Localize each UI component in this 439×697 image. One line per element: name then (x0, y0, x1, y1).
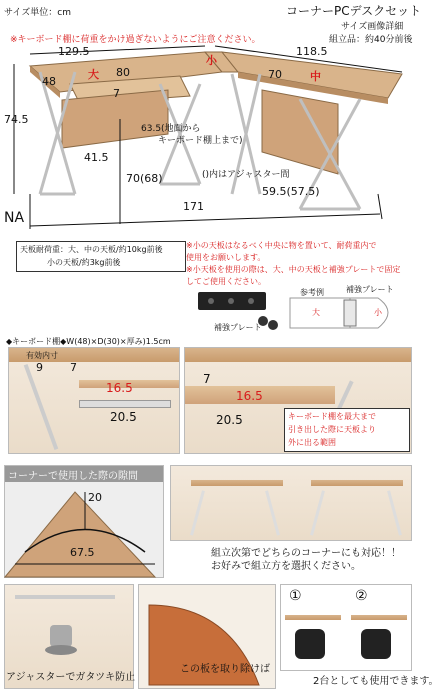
option-1-number: ① (289, 588, 302, 604)
reference-plate-label: 補強プレート (346, 285, 394, 294)
dim-171: 171 (183, 200, 204, 213)
ref-large: 大 (312, 308, 320, 317)
two-desks-caption: 2台としても使用できます。 (313, 676, 439, 687)
assembly-line-1: 組立次第でどちらのコーナーにも対応！！ (211, 548, 401, 559)
dim-70: 70 (268, 68, 282, 81)
dim-80: 80 (116, 66, 130, 79)
dim-59-5: 59.5(57.5) (262, 185, 320, 198)
callout-line-2: 引き出した際に天板より (288, 425, 376, 434)
subtitle-assembly: 組立品：約40分前後 (329, 35, 413, 45)
warning-text: ※キーボード棚に荷重をかけ過ぎないようにご注意ください。 (10, 35, 261, 45)
label-medium: 中 (310, 70, 321, 83)
load-capacity-box (16, 241, 186, 272)
dim-74-5: 74.5 (4, 113, 29, 126)
ref-small: 小 (374, 308, 382, 317)
label-small: 小 (206, 54, 217, 67)
kb-dim-9: 9 (36, 361, 43, 374)
note-line-2: 使用をお願いします。 (186, 253, 266, 262)
reference-diagram (288, 292, 404, 332)
kb-dim-16-5: 16.5 (106, 381, 133, 395)
plate-label: 補強プレート (214, 323, 262, 332)
corner-gap-title: コーナーで使用した際の隙間 (8, 471, 138, 482)
kb-dim-20-5: 20.5 (110, 410, 137, 424)
note-line-4: してご使用ください。 (186, 277, 266, 286)
dim-7: 7 (113, 87, 120, 100)
kb2-dim-7: 7 (203, 372, 211, 386)
dim-70-68: 70(68) (126, 172, 163, 185)
keyboard-spec: ◆キーボード棚◆W(48)×D(30)×厚み)1.5cm (6, 337, 171, 346)
remove-board-caption: この板を取り除けば (180, 664, 270, 675)
dim-118-5: 118.5 (296, 45, 328, 58)
dim-63-5: 63.5(地面から (141, 124, 201, 134)
load-line-1: 天板耐荷重：大、中の天板/約10kg前後 (20, 245, 163, 254)
callout-line-1: キーボード棚を最大まで (288, 412, 376, 421)
subtitle-detail: サイズ画像詳細 (341, 22, 404, 32)
kb2-dim-16-5: 16.5 (236, 389, 263, 403)
kb-dim-7: 7 (70, 361, 77, 374)
assembly-line-2: お好みで組立方を選択ください。 (211, 561, 361, 572)
callout-line-3: 外に出る範囲 (288, 438, 336, 447)
load-line-2: 小の天板/約3kg前後 (47, 258, 121, 267)
corner-dim-20: 20 (88, 491, 102, 504)
dim-129-5: 129.5 (58, 45, 90, 58)
dim-63-5-note: キーボード棚上まで) (158, 136, 243, 146)
note-line-1: ※小の天板はなるべく中央に物を置いて、耐荷重内で (186, 241, 377, 250)
screw-icon (268, 320, 278, 330)
adjuster-caption: アジャスターでガタツキ防止 (6, 672, 136, 683)
reinforcement-plate-image (198, 292, 266, 310)
unit-note: サイズ単位：cm (4, 8, 71, 18)
keyboard-photo-1 (8, 347, 180, 454)
keyboard-callout (284, 408, 410, 452)
page-title: コーナーPCデスクセット (286, 4, 422, 18)
kb2-dim-20-5: 20.5 (216, 413, 243, 427)
assembly-photos (170, 465, 412, 541)
adjuster-note: ()内はアジャスター間 (202, 170, 290, 180)
dim-41-5: 41.5 (84, 151, 109, 164)
note-line-3: ※小天板を使用の際は、大、中の天板と補強プレートで固定 (186, 265, 401, 274)
label-na: NA (4, 210, 25, 226)
label-large: 大 (88, 68, 99, 81)
reference-label: 参考例 (300, 288, 324, 297)
dim-48: 48 (42, 75, 56, 88)
option-2-number: ② (355, 588, 368, 604)
inner-size-label: 有効内寸 (26, 351, 58, 360)
corner-dim-67-5: 67.5 (70, 546, 95, 559)
